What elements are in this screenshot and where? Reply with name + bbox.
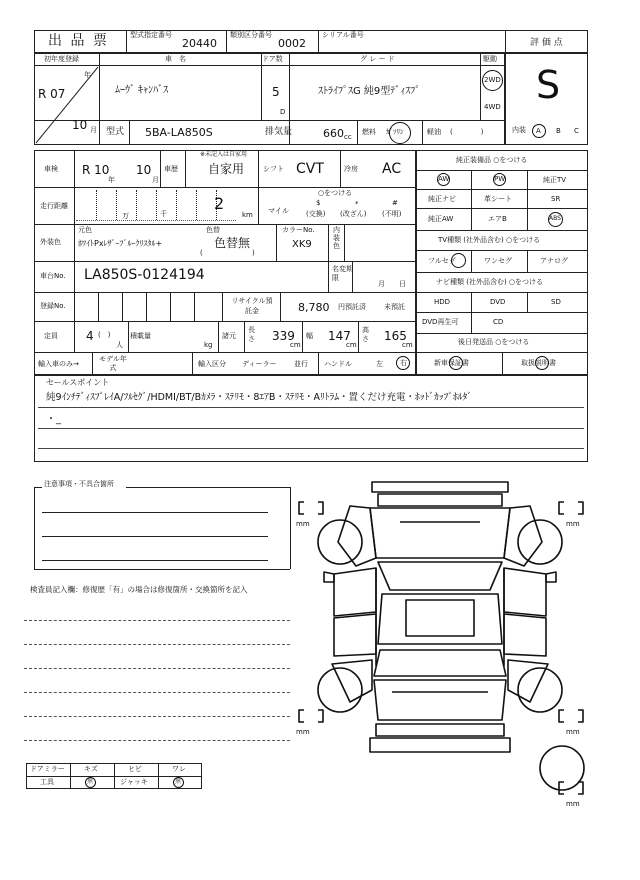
door-label: ドア数 [262, 55, 283, 63]
shift-label: シフト [263, 165, 284, 173]
grade-value: ｽﾄﾗｲﾌﾟｽG 純9型ﾃﾞｨｽﾌﾟ [318, 86, 421, 97]
first-reg-month-unit: 月 [90, 126, 97, 134]
navi-dvd: DVD [490, 298, 506, 306]
length-cm: cm [290, 341, 301, 349]
colorno-value: XK9 [292, 239, 312, 250]
ruibetsu-label: 類別区分番号 [230, 31, 272, 39]
naiso-b: B [556, 127, 561, 135]
equip-airb: エアB [488, 215, 507, 223]
odo-sen: 千 [160, 210, 167, 218]
colorno-label: カラーNo. [282, 226, 315, 234]
gaisou-label: 外装色 [40, 238, 61, 246]
odo-man: 万 [122, 212, 129, 220]
haikiryo-value: 660 [323, 127, 344, 140]
legend-jack-value: 無 [175, 778, 182, 785]
shogen-label: 諸元 [222, 332, 236, 340]
sekisai-label: 積載量 [130, 332, 151, 340]
meihen-label: 名変期限 [332, 265, 353, 282]
legend-mirror: ドアミラー [30, 765, 65, 773]
first-reg-era: R 07 [38, 87, 66, 101]
score-label: 評 価 点 [530, 38, 563, 48]
odo-mile: マイル [268, 207, 289, 215]
touroku-label: 登録No. [40, 302, 66, 310]
tv-oneseg: ワンセグ [484, 257, 512, 265]
navi-cd: CD [493, 318, 504, 326]
car-name-label: 車 名 [165, 55, 186, 63]
drive-2wd: 2WD [484, 76, 501, 84]
notes-title: 注意事項・不具合箇所 [44, 480, 114, 488]
serial-label: シリアル番号 [322, 31, 364, 39]
equip-leather: 革シート [484, 195, 512, 203]
recycle-value: 8,780 [298, 301, 330, 314]
shaken-label: 車検 [44, 165, 58, 173]
handle-label: ハンドル [324, 360, 352, 368]
ruiki-label: 型式指定番号 [130, 31, 172, 39]
shaken-month: 10 [136, 163, 152, 177]
haikiryo-label: 排気量 [265, 127, 293, 137]
naisoshoku-label: 内装色 [333, 226, 340, 250]
equip-tv: 純正TV [543, 176, 567, 184]
sekisai-kg: kg [204, 341, 213, 349]
handle-left: 左 [376, 360, 383, 368]
reibo-value: AC [382, 161, 402, 177]
dealer: ディーラー [242, 360, 277, 368]
shadai-label: 車台No. [40, 272, 66, 280]
door-count: 5 [272, 85, 280, 99]
legend-kougu-value: 無 [87, 778, 94, 785]
odo-koukan-sym: $ [316, 199, 321, 207]
form-title: 出 品 票 [48, 33, 109, 49]
ruibetsu-value: 0002 [278, 37, 306, 50]
tv-title: TV種類 (社外品含む) ○をつける [438, 236, 541, 244]
equip-aw: AW [438, 175, 450, 183]
tv-fullseg: フルセグ [428, 257, 456, 265]
mm-rl: mm [296, 728, 310, 736]
sales-label: セールスポイント [46, 378, 110, 387]
cc-unit: cc [344, 133, 352, 141]
equip-abs: ABS [549, 215, 561, 222]
score-value: S [536, 63, 561, 107]
door-d: D [280, 108, 286, 116]
ato-setsumei: 取扱説明書 [521, 359, 556, 367]
naiso-label: 内装 [512, 126, 526, 134]
teiin-paren: ( ) [98, 331, 111, 339]
mm-rr: mm [566, 728, 580, 736]
model-label: モデル年式 [99, 355, 127, 372]
mm-spare: mm [566, 800, 580, 808]
odo-km: km [242, 211, 253, 219]
odo-tsukeru: ○をつける [318, 189, 353, 197]
legend-jack: ジャッキ [120, 778, 148, 786]
shareki-note: ※未記入は自家用 [200, 151, 248, 158]
equip-jaw: 純正AW [428, 215, 454, 223]
equip-sr: SR [551, 195, 561, 203]
fuel-label: 燃料 [362, 128, 376, 136]
odo-koukan: (交換) [306, 210, 326, 218]
irogae-value: 色替無 [214, 236, 251, 250]
equip-pw: PW [494, 175, 506, 183]
first-reg-label: 初年度登録 [44, 55, 79, 63]
length-value: 339 [272, 329, 295, 343]
irogae-label: 色替 [206, 226, 220, 234]
odo-value: 2 [214, 194, 225, 213]
taka-label: 高さ [362, 326, 369, 343]
mm-fr: mm [566, 520, 580, 528]
naiso-c: C [574, 127, 579, 135]
odo-fumei: (不明) [382, 210, 402, 218]
recycle-misyotaku: 未預託 [384, 303, 405, 311]
meihen-tsukihi: 月 日 [378, 280, 406, 288]
car-diagram [290, 470, 590, 840]
odo-kaizan-sym: * [355, 200, 359, 208]
equip-navi: 純正ナビ [428, 195, 456, 203]
drive-4wd: 4WD [484, 103, 501, 111]
shift-value: CVT [296, 161, 324, 177]
width-value: 147 [328, 329, 351, 343]
height-value: 165 [384, 329, 407, 343]
width-cm: cm [346, 341, 357, 349]
motoiro-label: 元色 [78, 226, 92, 234]
shaken-year: R 10 [82, 163, 110, 177]
navi-sd: SD [551, 298, 561, 306]
naiso-a: A [536, 127, 541, 135]
car-name: ﾑｰｳﾞ ｷｬﾝﾊﾞｽ [115, 85, 169, 96]
soubi-title: 純正装備品 ○をつける [456, 156, 528, 164]
heikou: 並行 [294, 360, 308, 368]
handle-right: 右 [400, 359, 407, 367]
sales-line-1: 純9ｲﾝﾁﾃﾞｨｽﾌﾟﾚｲA/ﾌﾙｾｸﾞ/HDMI/BT/Bｶﾒﾗ・ｽﾃﾘﾓ・8ｴｱB・ｽﾃﾘﾓ・Aﾘﾄﾗﾑ・置くだけ充電・ﾎｯﾄﾞｶｯﾌﾟﾎﾙﾀﾞ [46, 392, 472, 403]
odo-kaizan: (改ざん) [340, 210, 367, 218]
shareki-value: 自家用 [208, 162, 245, 176]
katashiki-value: 5BA-LA850S [145, 126, 213, 139]
teiin-value: 4 [86, 329, 94, 343]
navi-dvdplay: DVD再生可 [422, 318, 459, 326]
shareki-label: 車歴 [164, 165, 178, 173]
navi-hdd: HDD [434, 298, 451, 306]
keiyu-paren: ( ) [450, 128, 484, 136]
sales-line-2: ・_ [46, 414, 61, 425]
ato-title: 後日発送品 ○をつける [458, 338, 530, 346]
shaken-tsuki: 月 [152, 176, 159, 184]
first-reg-year-unit: 年 [84, 71, 91, 79]
ruiki-value: 20440 [182, 37, 217, 50]
color-value: ﾎﾜｲﾄPxﾚｻﾞｰﾌﾞﾙｰｸﾘｽﾀﾙ+ [78, 239, 163, 248]
soukou-label: 走行距離 [40, 202, 68, 210]
first-reg-month: 10 [72, 118, 88, 132]
keiyu-label: 軽油 [427, 128, 441, 136]
fuel-value: ｶﾞｿﾘﾝ [386, 128, 404, 136]
shaken-nen: 年 [108, 176, 115, 184]
legend-hibi: ヒビ [128, 765, 142, 773]
irogae-paren-l: ( [200, 249, 203, 257]
yunyu-kubun: 輸入区分 [198, 360, 226, 368]
reibo-label: 冷房 [344, 165, 358, 173]
inspector-title: 検査員記入欄：修復歴「有」の場合は修復箇所・交換箇所を記入 [30, 585, 248, 594]
legend-kougu: 工具 [40, 778, 54, 786]
irogae-paren-r: ) [252, 249, 255, 257]
haba-label: 幅 [306, 332, 313, 340]
legend-ware: ワレ [172, 765, 186, 773]
teiin-nin: 人 [116, 341, 123, 349]
recycle-label: リサイクル預託金 [231, 297, 273, 315]
teiin-label: 定員 [44, 332, 58, 340]
recycle-status: 円預託済 [338, 303, 366, 311]
drive-label: 駆動 [483, 55, 497, 63]
tv-analog: アナログ [540, 257, 568, 265]
shadai-value: LA850S-0124194 [84, 267, 205, 283]
height-cm: cm [402, 341, 413, 349]
grade-label: グ レ ー ド [360, 55, 395, 63]
katashiki-label: 型式 [106, 127, 125, 137]
yunyu-label: 輸入車のみ→ [38, 360, 79, 368]
naga-label: 長さ [248, 326, 255, 343]
mm-fl: mm [296, 520, 310, 528]
navi-title: ナビ種類 (社外品含む) ○をつける [436, 278, 544, 286]
ato-hoshou: 新車保証書 [434, 359, 469, 367]
legend-kizu: キズ [84, 765, 98, 773]
odo-fumei-sym: # [392, 199, 398, 207]
